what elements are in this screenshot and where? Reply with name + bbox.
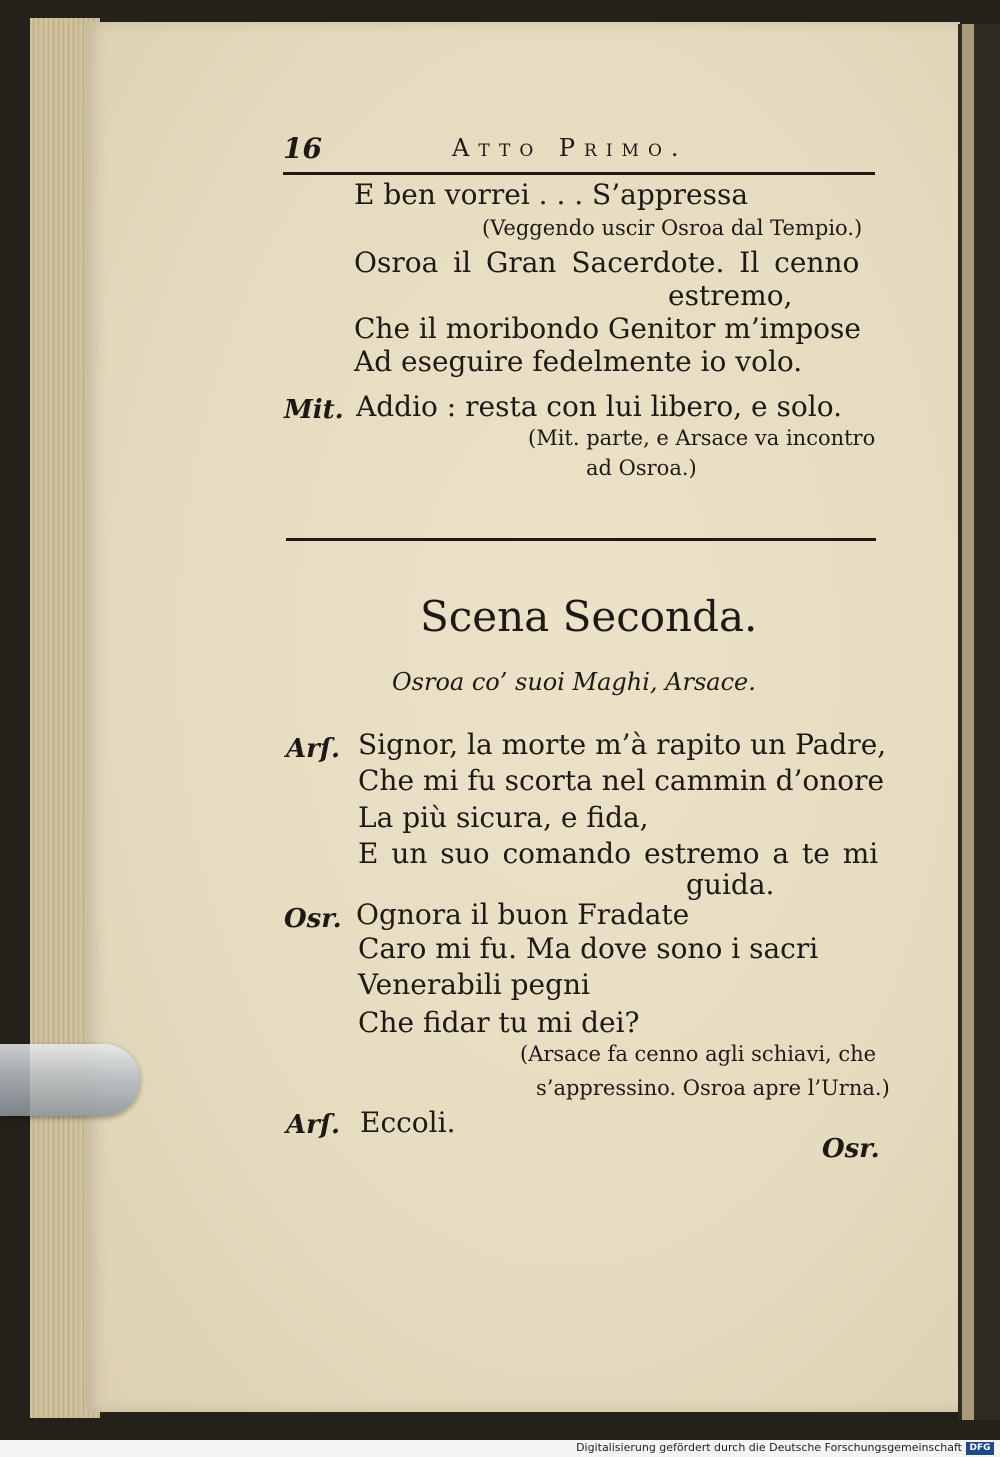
verse-line: Eccoli. [360, 1106, 456, 1139]
verse-line: La più sicura, e fida, [358, 801, 649, 834]
stage-direction: s’appressino. Osroa apre l’Urna.) [536, 1076, 890, 1100]
stage-direction: (Veggendo uscir Osroa dal Tempio.) [482, 216, 863, 240]
verse-line: Caro mi fu. Ma dove sono i sacri [358, 932, 819, 965]
scene-title: Scena Seconda. [420, 592, 758, 641]
scene-divider-rule [286, 538, 876, 541]
verse-line: guida. [686, 868, 775, 901]
verse-line: Signor, la morte m’à rapito un Padre, [358, 728, 887, 761]
scene-characters: Osroa co’ suoi Maghi, Arsace. [392, 668, 756, 696]
stage-direction: ad Osroa.) [586, 456, 697, 480]
verse-line: Osroa il Gran Sacerdote. Il cenno [354, 246, 860, 279]
verse-line: estremo, [668, 279, 793, 312]
speaker-label: Osr. [284, 904, 342, 934]
catchword: Osr. [822, 1134, 880, 1164]
verse-line: Che fidar tu mi dei? [358, 1006, 640, 1039]
verse-line: Che il moribondo Genitor m’impose [354, 312, 861, 345]
stage-direction: (Mit. parte, e Arsace va incontro [528, 426, 876, 450]
verse-line: E un suo comando estremo a te mi [358, 837, 879, 870]
stage-direction: (Arsace fa cenno agli schiavi, che [520, 1042, 877, 1066]
verse-line: Che mi fu scorta nel cammin d’onore [358, 764, 885, 797]
verse-line: Addio : resta con lui libero, e solo. [356, 390, 842, 423]
page-number: 16 [283, 132, 322, 165]
verse-line: E ben vorrei . . . S’appressa [354, 178, 749, 211]
verse-line: Venerabili pegni [358, 968, 590, 1001]
running-title: Atto Primo. [452, 134, 688, 162]
verse-line: Ognora il buon Fradate [356, 898, 690, 931]
header-rule [283, 172, 875, 175]
page-clip [0, 1044, 140, 1116]
footer-bar [0, 1440, 1000, 1457]
dfg-logo-icon: DFG [966, 1442, 994, 1455]
book-spine-edge [958, 24, 1000, 1420]
verse-line: Ad eseguire fedelmente io volo. [354, 345, 803, 378]
speaker-label: Arſ. [286, 1110, 341, 1140]
speaker-label: Mit. [284, 395, 344, 425]
funding-credit: Digitalisierung gefördert durch die Deutsche Forschungsgemeinschaft [576, 1441, 962, 1454]
speaker-label: Arſ. [286, 734, 341, 764]
